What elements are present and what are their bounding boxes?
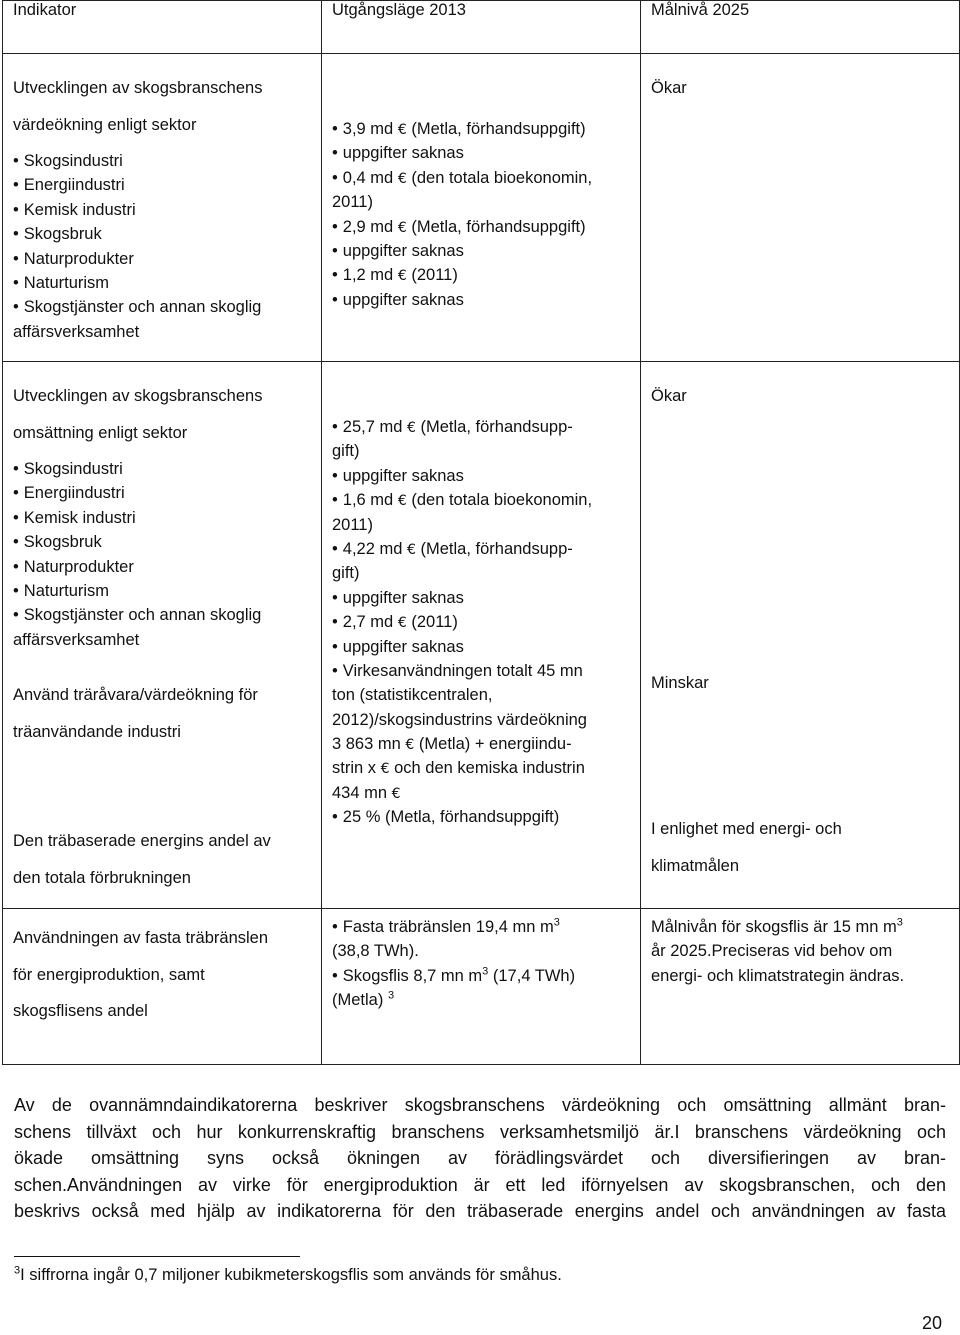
indicator-title: skogsflisens andel (13, 1002, 148, 1020)
list-item: • Skogstjänster och annan skoglig (13, 603, 311, 627)
baseline-cell (322, 909, 641, 1065)
value-item: • uppgifter saknas (332, 141, 630, 165)
target-cell (641, 909, 960, 1065)
target-value: Ökar (651, 79, 687, 97)
value-item: 434 mn € (332, 783, 401, 802)
value-item: (Metla) $^3$ (332, 989, 395, 1010)
target-value: I enlighet med energi- och (651, 820, 842, 838)
euro-icon: € (397, 219, 407, 236)
value-item: gift) (332, 442, 360, 461)
value-item: • Skogsflis 8,7 mn $m^3$ (17,4 TWh) (332, 964, 630, 988)
value-item: • uppgifter saknas (332, 586, 630, 610)
indicator-title: Använd träråvara/värdeökning för (13, 686, 258, 705)
value-item: • 4,22 md € (Metla, förhandsupp- (332, 537, 630, 561)
footnote-mark: 3 (14, 1264, 21, 1277)
indicator-cell (3, 362, 322, 909)
euro-icon: € (397, 615, 407, 632)
list-item: • Naturprodukter (13, 555, 311, 579)
value-item: • 2,9 md € (Metla, förhandsuppgift) (332, 215, 630, 239)
target-value: Minskar (651, 673, 709, 692)
list-item: • Skogsbruk (13, 222, 311, 246)
indicator-cell (3, 54, 322, 362)
value-item: • 2,7 md € (2011) (332, 610, 630, 634)
table-row (3, 909, 960, 1065)
value-item: • 3,9 md € (Metla, förhandsuppgift) (332, 117, 630, 141)
value-item: strin x € och den kemiska industrin (332, 759, 585, 778)
indicator-title: Användningen av fasta träbränslen (13, 929, 269, 947)
paragraph-line: schens tillväxt och hur konkurrenskraftig branschens verksamhetsmiljö är.I branschens värdeökning och (14, 1121, 946, 1142)
value-item: • 0,4 md € (den totala bioekonomin, (332, 166, 630, 190)
list-item: • Skogsindustri (13, 149, 311, 173)
target-cell (641, 362, 960, 909)
value-item: 3 863 mn € (Metla) + energiindu- (332, 735, 572, 754)
list-item: • Naturturism (13, 271, 311, 295)
indicator-title: Den träbaserade energins andel av (13, 832, 271, 851)
indicator-title: omsättning enligt sektor (13, 423, 188, 442)
value-item: ton (statistikcentralen, (332, 686, 493, 705)
target-value: energi- och klimatstrategin ändras. (651, 966, 905, 985)
page-number: 20 (922, 1313, 943, 1333)
header-utgangslage: Utgångsläge 2013 (322, 1, 641, 54)
value-item: • Fasta träbränslen 19,4 mn $m^3$ (332, 915, 630, 939)
value-item: • uppgifter saknas (332, 288, 630, 312)
paragraph-line: Av de ovannämndaindikatorerna beskriver skogsbranschens värdeökning och omsättning allmänt bran- (14, 1095, 946, 1115)
euro-icon: € (397, 268, 407, 285)
target-value: Ökar (651, 387, 687, 405)
paragraph-line: ökade omsättning syns också ökningen av förädlingsvärdet och diversifieringen av bran- (14, 1148, 946, 1168)
value-item: • uppgifter saknas (332, 635, 630, 659)
value-item: gift) (332, 564, 360, 583)
euro-icon: € (405, 737, 415, 754)
indicator-title: Utvecklingen av skogsbranschens (13, 79, 263, 97)
euro-icon: € (397, 170, 407, 187)
target-cell (641, 54, 960, 362)
footnote (14, 1266, 562, 1285)
target-value: Målnivån för skogsflis är 15 mn $m^3$ (651, 916, 903, 936)
list-item: • Skogsbruk (13, 530, 311, 554)
value-item: • 25,7 md € (Metla, förhandsupp- (332, 415, 630, 439)
table-row (3, 54, 960, 362)
baseline-cell (322, 362, 641, 909)
list-item: • Energiindustri (13, 173, 311, 197)
list-item: affärsverksamhet (13, 630, 140, 649)
value-item: • 25 % (Metla, förhandsuppgift) (332, 805, 630, 829)
table-header-row (3, 1, 960, 54)
list-item: • Kemisk industri (13, 198, 311, 222)
list-item: • Naturprodukter (13, 247, 311, 271)
footnote-text: I siffrorna ingår 0,7 miljoner kubikmeterskogsflis som används för småhus. (20, 1266, 562, 1284)
target-value: klimatmålen (651, 856, 740, 875)
body-paragraph (14, 1092, 946, 1225)
euro-icon: € (380, 761, 390, 778)
paragraph-line: beskrivs också med hjälp av indikatorerna för den träbaserade energins andel och användningen av fasta (14, 1201, 946, 1221)
value-item: (38,8 TWh). (332, 942, 419, 961)
header-indikator: Indikator (3, 1, 322, 54)
baseline-cell (322, 54, 641, 362)
value-item: 2012)/skogsindustrins värdeökning (332, 710, 587, 729)
value-item: • 1,2 md € (2011) (332, 263, 630, 287)
paragraph-line: schen.Användningen av virke för energiproduktion är ett led iförnyelsen av skogsbranschen, och den (14, 1174, 946, 1195)
list-item: • Skogsindustri (13, 457, 311, 481)
indicator-title: för energiproduktion, samt (13, 965, 205, 984)
target-value: år 2025.Preciseras vid behov om (651, 942, 893, 961)
indicator-table (2, 0, 960, 1065)
list-item: • Skogstjänster och annan skoglig (13, 295, 311, 319)
indicator-title: Utvecklingen av skogsbranschens (13, 387, 263, 405)
table-row (3, 362, 960, 909)
list-item: • Kemisk industri (13, 506, 311, 530)
indicator-title: värdeökning enligt sektor (13, 115, 197, 134)
value-item: • Virkesanvändningen totalt 45 mn (332, 659, 630, 683)
indicator-title: den totala förbrukningen (13, 868, 191, 887)
euro-icon: € (407, 420, 416, 436)
euro-icon: € (391, 785, 401, 802)
value-item: 2011) (332, 515, 373, 534)
indicator-title: träanvändande industri (13, 722, 181, 741)
list-item: • Naturturism (13, 579, 311, 603)
indicator-cell (3, 909, 322, 1065)
value-item: • uppgifter saknas (332, 464, 630, 488)
footnote-separator (14, 1256, 300, 1257)
list-item: • Energiindustri (13, 481, 311, 505)
euro-icon: € (397, 493, 407, 510)
value-item: • 1,6 md € (den totala bioekonomin, (332, 488, 630, 512)
value-item: 2011) (332, 193, 373, 212)
value-item: • uppgifter saknas (332, 239, 630, 263)
header-malniva: Målnivå 2025 (641, 1, 960, 54)
euro-icon: € (397, 122, 407, 138)
list-item: affärsverksamhet (13, 322, 140, 341)
euro-icon: € (407, 541, 416, 558)
